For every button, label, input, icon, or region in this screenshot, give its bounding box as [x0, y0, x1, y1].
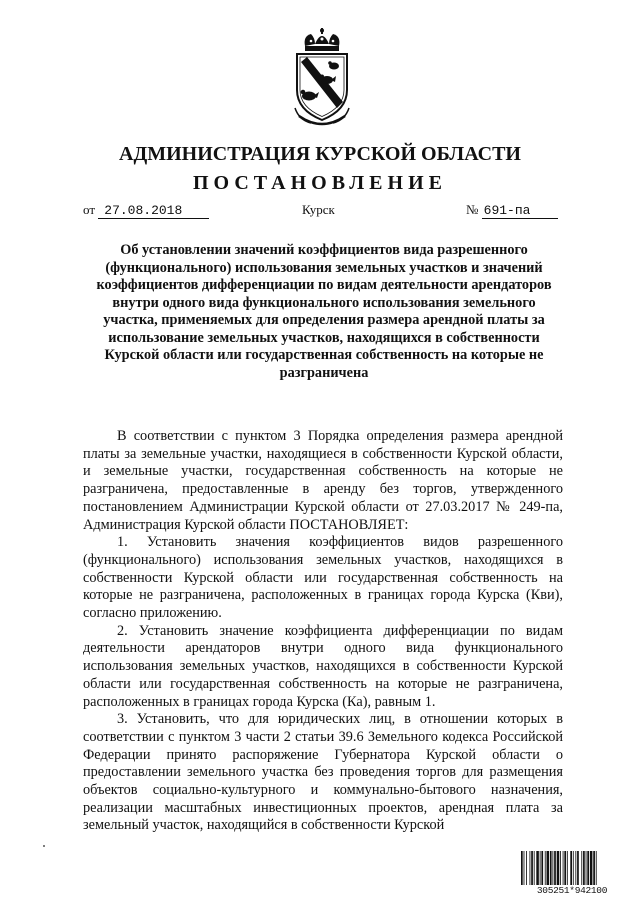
barcode-bar: [531, 851, 533, 885]
barcode-bar: [567, 851, 568, 885]
barcode-bar: [550, 851, 552, 885]
barcode-bar: [526, 851, 527, 885]
organization-name: АДМИНИСТРАЦИЯ КУРСКОЙ ОБЛАСТИ: [119, 143, 521, 165]
title-line: разграничена: [279, 364, 369, 381]
document-date: [83, 202, 209, 219]
number-value: 691-па: [482, 203, 558, 219]
barcode-bar: [577, 851, 579, 885]
barcode-bar: [590, 851, 593, 885]
barcode-bar: [575, 851, 576, 885]
title-line: Об установлении значений коэффициентов вида разрешенного: [120, 242, 528, 258]
barcode-bar: [573, 851, 574, 885]
barcode-bar: [581, 851, 582, 885]
document-body: [83, 428, 563, 835]
barcode-bar: [557, 851, 560, 885]
title-line: Курской области или государственная собственность на которые не: [104, 347, 544, 363]
document-type: ПОСТАНОВЛЕНИЕ: [193, 172, 447, 194]
barcode-bar: [596, 851, 597, 885]
document-city: Курск: [302, 202, 335, 217]
barcode-bar: [547, 851, 550, 885]
title-line: внутри одного вида функционального использования земельного: [112, 294, 536, 311]
barcode-bar: [545, 851, 546, 885]
title-line: коэффициентов дифференциации по видам деятельности арендаторов: [96, 277, 552, 293]
preamble-paragraph: В соответствии с пунктом 3 Порядка определения размера арендной платы за земельные участки, находящиеся в собственности Курской области, и земельные участки, государственная собственность на которые не разграничена, предоставленные в аренду без торгов, утвержденного постановлением Администрации Курской области от 27.03.2017 № 249-па, Администрация Курской области ПОСТАНОВЛЯЕТ:: [83, 428, 563, 533]
barcode-bar: [563, 851, 564, 885]
barcode-bar: [583, 851, 585, 885]
coat-of-arms-icon: [291, 28, 353, 130]
document-title: [84, 242, 564, 382]
document-number: [466, 202, 558, 219]
barcode-bar: [530, 851, 531, 885]
barcode-bar: [587, 851, 589, 885]
barcode: [520, 851, 624, 897]
title-line: участка, применяемых для определения размера арендной платы за: [103, 312, 545, 328]
barcode-bar: [554, 851, 556, 885]
scan-speck: [43, 845, 45, 847]
number-prefix: №: [466, 202, 479, 217]
title-line: использование земельных участков, находящихся в собственности: [108, 329, 540, 346]
barcode-bar: [586, 851, 587, 885]
barcode-bar: [534, 851, 535, 885]
barcode-bar: [560, 851, 561, 885]
title-line: (функционального) использования земельных участков и значений: [105, 259, 543, 276]
barcode-bar: [521, 851, 523, 885]
clause-paragraph-3: 3. Установить, что для юридических лиц, в отношении которых в соответствии с пунктом 3 части 2 статьи 39.6 Земельного кодекса Российской Федерации принято распоряжение Губернатора Курской области о предоставлении земельного участка без проведения торгов для размещения объектов социально-культурного и коммунально-бытового назначения, реализации масштабных инвестиционных проектов, арендная плата за земельный участок, находящийся в собственности Курской: [83, 711, 563, 834]
barcode-bars: [520, 851, 624, 885]
date-value: 27.08.2018: [98, 203, 209, 219]
barcode-bar: [570, 851, 572, 885]
barcode-bar: [536, 851, 539, 885]
clause-paragraph-1: 1. Установить значения коэффициентов видов разрешенного (функционального) использования земельных участков, находящихся в собственности Курской области или государственная собственность на которые не разграничена, расположенных в границах города Курска (Кви), согласно приложению.: [83, 534, 563, 622]
barcode-bar: [552, 851, 553, 885]
date-prefix: от: [83, 202, 96, 217]
clause-paragraph-2: 2. Установить значение коэффициента дифференциации по видам деятельности арендаторов внутри одного вида функционального использования земельных участков, находящихся в собственности Курской области или государственная собственность на которые не разграничена, расположенных в границах города Курска (Ка), равным 1.: [83, 622, 563, 710]
barcode-number: 305251*942100: [536, 885, 608, 896]
barcode-bar: [524, 851, 525, 885]
barcode-bar: [593, 851, 595, 885]
barcode-bar: [540, 851, 541, 885]
barcode-bar: [541, 851, 543, 885]
barcode-bar: [564, 851, 566, 885]
